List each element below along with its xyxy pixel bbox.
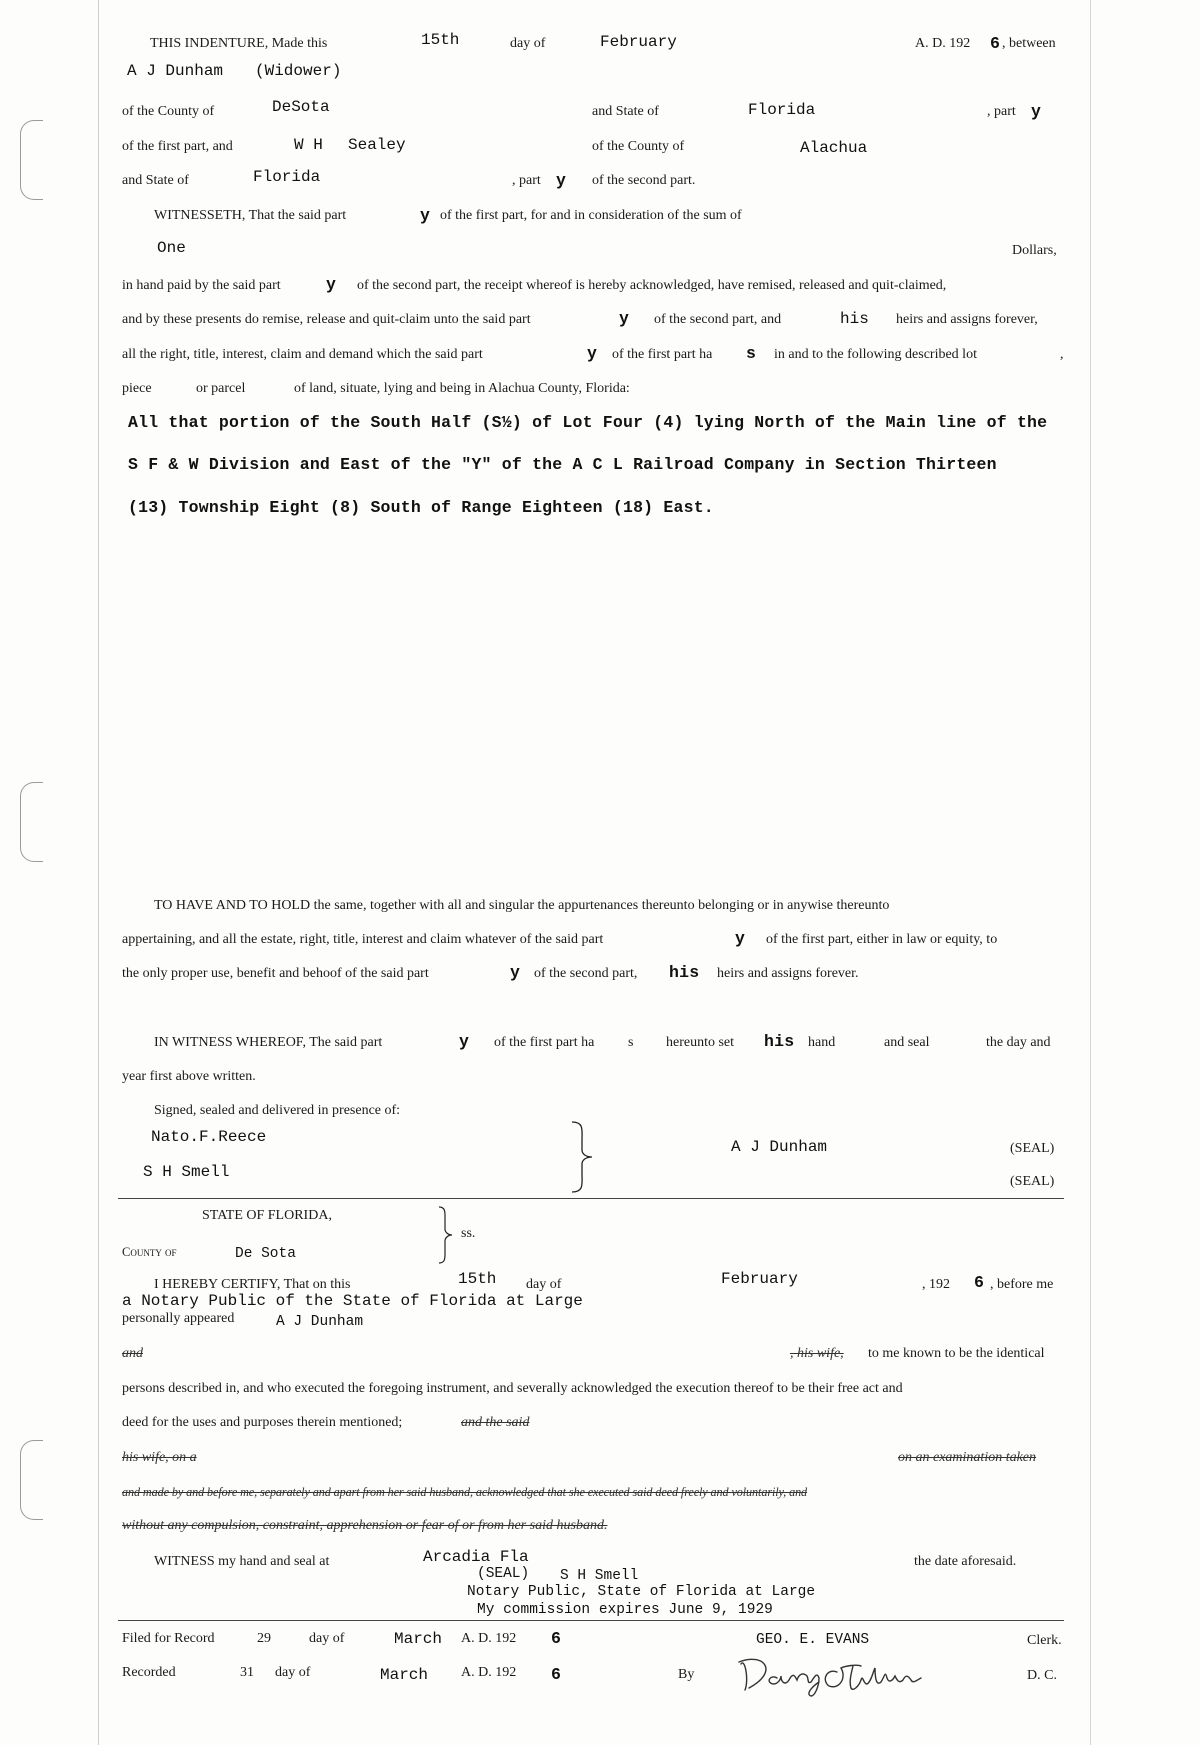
grantor-state: Florida (748, 101, 816, 119)
indenture-between: , between (1002, 36, 1056, 51)
recorded-label: Recorded (122, 1665, 176, 1680)
parcel-label: or parcel (196, 381, 246, 396)
witnesseth-line5-b: of the first part ha (612, 347, 713, 362)
habendum-line-2-a: appertaining, and all the estate, right, title, interest and claim whatever of the said part (122, 932, 604, 947)
section-divider (118, 1198, 1064, 1199)
grantor-county-label: of the County of (122, 104, 215, 119)
habendum-line-2-y: y (735, 929, 746, 948)
notary-seal: (SEAL) (477, 1566, 530, 1582)
binder-hole-1 (20, 120, 43, 200)
signed-sealed-delivered: Signed, sealed and delivered in presence of: (154, 1103, 401, 1118)
grantee-part-label: , part (512, 173, 541, 188)
by-label: By (678, 1667, 695, 1682)
witnesseth-line5-comma: , (1060, 347, 1064, 362)
witnesseth-line3-a: in hand paid by the said part (122, 278, 281, 293)
witnesseth-line4-c: heirs and assigns forever, (896, 312, 1038, 327)
grantee-surname: Sealey (348, 136, 406, 154)
habendum-line-3-c: heirs and assigns forever. (717, 966, 859, 981)
clerk-label: Clerk. (1027, 1633, 1062, 1648)
first-part-and: of the first part, and (122, 139, 233, 154)
indenture-day-of: day of (510, 36, 546, 51)
page-right-edge (1090, 0, 1091, 1745)
date-aforesaid: the date aforesaid. (914, 1554, 1017, 1569)
certify-day-of: day of (526, 1277, 562, 1292)
certify-a: I HEREBY CERTIFY, That on this (154, 1277, 351, 1292)
indenture-day: 15th (421, 31, 460, 49)
recording-divider (118, 1620, 1064, 1621)
notary-title: Notary Public, State of Florida at Large (467, 1584, 816, 1600)
certify-year-prefix: , 192 (922, 1277, 950, 1292)
recorded-ad: A. D. 192 (461, 1665, 517, 1680)
struck-made-before-me: and made by and before me, separately and apart from her said husband, acknowledged that she executed said deed freely and voluntarily, and (122, 1485, 808, 1499)
ack-brace (436, 1205, 456, 1265)
habendum-line-1: TO HAVE AND TO HOLD the same, together with all and singular the appurtenances thereunto belonging or in anywise thereunto (154, 898, 890, 913)
grantor-note: (Widower) (255, 62, 342, 80)
struck-his-wife-on: his wife, on a (122, 1450, 197, 1465)
consideration-sum: One (157, 239, 186, 257)
signature-brace (568, 1120, 598, 1194)
grantee-initials: W H (294, 136, 323, 154)
witness-place: Arcadia Fla (423, 1548, 529, 1566)
known-to-me: to me known to be the identical (868, 1346, 1045, 1361)
witness-whereof-a: IN WITNESS WHEREOF, The said part (154, 1035, 383, 1050)
indenture-month: February (600, 33, 677, 51)
ack-ss: ss. (461, 1226, 476, 1241)
piece-label: piece (122, 381, 152, 396)
page-left-edge (98, 0, 99, 1745)
witnesseth-line5-s: s (746, 344, 757, 363)
struck-examination: on an examination taken (898, 1450, 1037, 1465)
grantor-part-label: , part (987, 104, 1016, 119)
certify-day: 15th (458, 1270, 497, 1288)
witness-whereof-c: hereunto set (666, 1035, 735, 1050)
land-situate-line: of land, situate, lying and being in Alachua County, Florida: (294, 381, 630, 396)
grantee-part-suffix: y (556, 171, 567, 190)
struck-and: and (122, 1346, 143, 1361)
deputy-clerk-signature (735, 1650, 975, 1700)
certify-year-digit: 6 (974, 1273, 985, 1292)
witness-whereof-b: of the first part ha (494, 1035, 595, 1050)
grantee-county-label: of the County of (592, 139, 685, 154)
notary-officer: a Notary Public of the State of Florida at Large (122, 1292, 583, 1310)
appeared-name: A J Dunham (276, 1314, 364, 1330)
recorded-day-of: day of (275, 1665, 311, 1680)
filed-ad: A. D. 192 (461, 1631, 517, 1646)
persons-described: persons described in, and who executed the foregoing instrument, and severally acknowledged the execution thereof to be their free act and (122, 1381, 903, 1396)
indenture-year-digit: 6 (990, 34, 1001, 53)
witness-whereof-e: and seal (884, 1035, 930, 1050)
clerk-name: GEO. E. EVANS (756, 1632, 870, 1648)
seal-1: (SEAL) (1010, 1141, 1055, 1156)
signer-name: A J Dunham (731, 1138, 828, 1156)
grantee-county: Alachua (800, 139, 868, 157)
filed-day-of: day of (309, 1631, 345, 1646)
witnesseth-y: y (420, 206, 431, 225)
witnesseth-b: of the first part, for and in consideration of the sum of (440, 208, 742, 223)
legal-description-line-2: S F & W Division and East of the "Y" of the A C L Railroad Company in Section Thirteen (128, 455, 997, 474)
witnesseth-line5-a: all the right, title, interest, claim and demand which the said part (122, 347, 483, 362)
filed-month: March (394, 1630, 443, 1648)
witness-whereof-y: y (459, 1032, 470, 1051)
witnesseth-a: WITNESSETH, That the said part (154, 208, 347, 223)
witnesseth-line4-his: his (840, 310, 869, 328)
witness-whereof-s: s (628, 1035, 634, 1050)
binder-hole-3 (20, 1440, 43, 1520)
filed-label: Filed for Record (122, 1631, 215, 1646)
witnesseth-line4-a: and by these presents do remise, release and quit-claim unto the said part (122, 312, 531, 327)
seal-2: (SEAL) (1010, 1174, 1055, 1189)
habendum-line-3-a: the only proper use, benefit and behoof of the said part (122, 966, 429, 981)
habendum-line-3-y: y (510, 963, 521, 982)
indenture-ad: A. D. 192 (915, 36, 971, 51)
habendum-line-3-b: of the second part, (534, 966, 638, 981)
personally-appeared: personally appeared (122, 1311, 235, 1326)
witness-2-name: S H Smell (143, 1163, 230, 1181)
ack-state: STATE OF FLORIDA, (202, 1208, 332, 1223)
witness-whereof-f: the day and (986, 1035, 1051, 1050)
filed-year: 6 (551, 1629, 562, 1648)
habendum-line-3-his: his (669, 963, 700, 982)
legal-description-line-3: (13) Township Eight (8) South of Range Eighteen (18) East. (128, 498, 714, 517)
second-part-label: of the second part. (592, 173, 696, 188)
grantor-name: A J Dunham (127, 62, 224, 80)
witness-hand-seal: WITNESS my hand and seal at (154, 1554, 330, 1569)
notary-name: S H Smell (560, 1568, 639, 1584)
binder-hole-2 (20, 782, 43, 862)
witnesseth-line5-c: in and to the following described lot (774, 347, 977, 362)
grantee-state: Florida (253, 168, 321, 186)
legal-description-line-1: All that portion of the South Half (S½) of Lot Four (4) lying North of the Main line of the (128, 413, 1048, 432)
witness-whereof-line-2: year first above written. (122, 1069, 256, 1084)
recorded-month: March (380, 1666, 429, 1684)
notary-commission: My commission expires June 9, 1929 (477, 1602, 773, 1618)
witnesseth-line3-b: of the second part, the receipt whereof is hereby acknowledged, have remised, released and quit-claimed, (357, 278, 947, 293)
certify-before-me: , before me (990, 1277, 1054, 1292)
filed-day: 29 (257, 1631, 271, 1646)
ack-county: De Sota (235, 1246, 296, 1262)
witnesseth-line4-b: of the second part, and (654, 312, 782, 327)
ack-county-label: County of (122, 1245, 177, 1259)
indenture-intro: THIS INDENTURE, Made this (150, 36, 328, 51)
witness-whereof-his: his (764, 1032, 795, 1051)
dollars-label: Dollars, (1012, 243, 1057, 258)
recorded-day: 31 (240, 1665, 254, 1680)
witnesseth-line4-y: y (619, 309, 630, 328)
witness-1-name: Nato.F.Reece (151, 1128, 267, 1146)
dc-label: D. C. (1027, 1668, 1057, 1683)
struck-his-wife: , his wife, (790, 1346, 844, 1361)
witnesseth-line3-y: y (326, 275, 337, 294)
struck-without-compulsion: without any compulsion, constraint, apprehension or fear of or from her said husband. (122, 1518, 608, 1533)
certify-month: February (721, 1270, 798, 1288)
deed-uses: deed for the uses and purposes therein mentioned; (122, 1415, 403, 1430)
witness-whereof-d: hand (808, 1035, 836, 1050)
habendum-line-2-b: of the first part, either in law or equity, to (766, 932, 998, 947)
struck-and-the-said: and the said (461, 1415, 530, 1430)
witnesseth-line5-y: y (587, 344, 598, 363)
grantor-county: DeSota (272, 98, 330, 116)
grantor-state-label: and State of (592, 104, 659, 119)
recorded-year: 6 (551, 1665, 562, 1684)
grantor-part-suffix: y (1031, 102, 1042, 121)
grantee-state-label: and State of (122, 173, 189, 188)
